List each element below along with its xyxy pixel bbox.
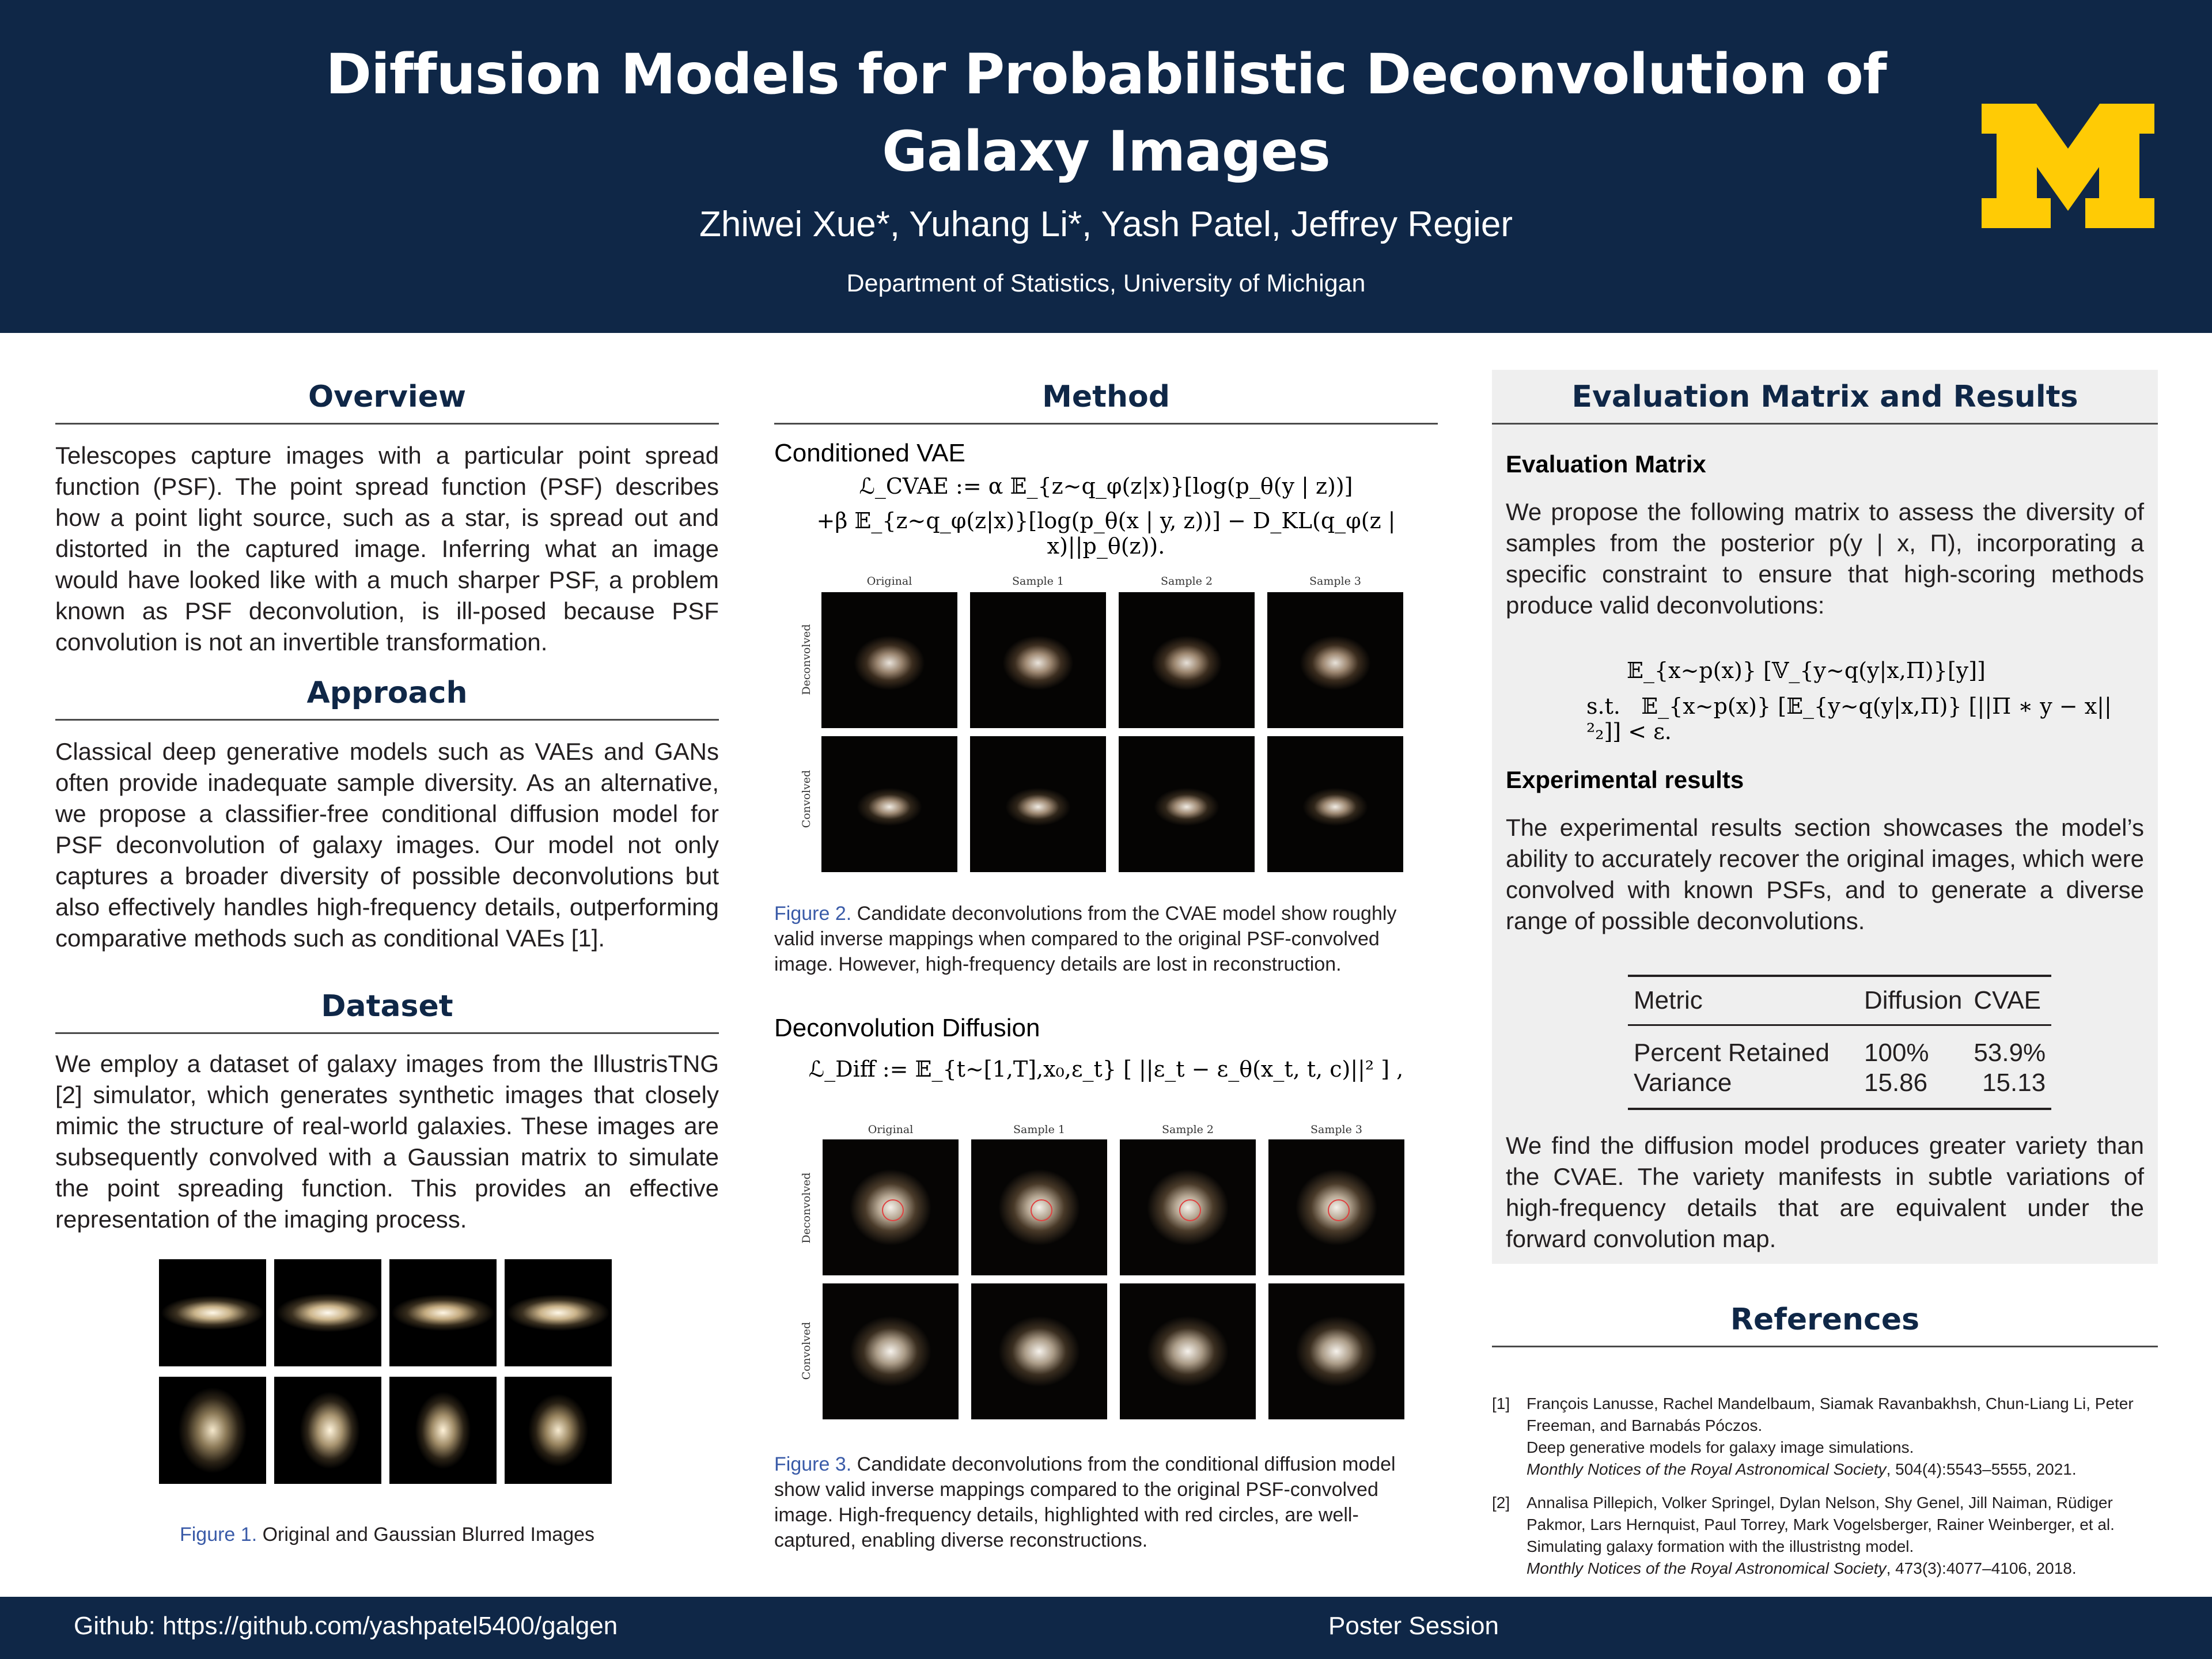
galaxy-image (389, 1259, 497, 1366)
cvae-equation-line-2: +β 𝔼_{z∼q_φ(z|x)}[log(p_θ(x | y, z))] − D_KL(q_φ(z | x)||p_θ(z)). (816, 508, 1396, 559)
table-row (1628, 1025, 2051, 1068)
galaxy-image (159, 1377, 266, 1484)
figure-3-caption (774, 1452, 1438, 1553)
galaxy-image (505, 1259, 612, 1366)
overview-text: Telescopes capture images with a particular point spread function (PSF). The point spread function (PSF) describes how a point light source, such as a star, is spread out and distorted in the captured image. Inferring what an image would have looked like with a much sharper PSF, a problem known as PSF deconvolution, is ill-posed because PSF convolution is not an invertible transformation. (55, 442, 719, 656)
column-header: Sample 2 (1161, 575, 1213, 588)
galaxy-image (274, 1377, 381, 1484)
galaxy-image (1119, 736, 1255, 872)
title-line-1: Diffusion Models for Probabilistic Deconvolution of (325, 42, 1887, 107)
figure-1-caption (55, 1522, 719, 1547)
galaxy-image (971, 1283, 1107, 1419)
authors: Zhiwei Xue*, Yuhang Li*, Yash Patel, Jeffrey Regier (699, 204, 1513, 244)
conclusion-text: We find the diffusion model produces greater variety than the CVAE. The variety manifests in subtle variations of high-frequency details that are equivalent under the forward convolution map. (1506, 1132, 2144, 1252)
row-label: Convolved (800, 1321, 813, 1380)
figure-1-caption-text: Original and Gaussian Blurred Images (262, 1524, 595, 1546)
galaxy-image (505, 1377, 612, 1484)
highlight-circle-icon (1031, 1199, 1052, 1221)
results-table (1628, 975, 2051, 1110)
column-header: Sample 1 (1012, 575, 1064, 588)
galaxy-image (1267, 592, 1403, 728)
table-cell: 15.13 (1982, 1069, 2046, 1097)
poster-session-label: Poster Session (1328, 1612, 1499, 1640)
table-row (1628, 1067, 2051, 1109)
title-line-2: Galaxy Images (882, 119, 1330, 184)
galaxy-image (159, 1259, 266, 1366)
references-rule (1492, 1346, 2158, 1347)
evaluation-equation-line-2 (1506, 694, 2144, 744)
poster-title (173, 36, 2039, 190)
row-label: Deconvolved (800, 624, 813, 695)
table-header-cell: Diffusion (1864, 986, 1963, 1014)
row-label: Convolved (800, 770, 813, 828)
galaxy-image (970, 592, 1106, 728)
table-cell: Variance (1634, 1069, 1732, 1097)
experimental-results-text: The experimental results section showcases the model’s ability to accurately recover the original images, which were convolved with known PSFs, and to generate a diverse range of possible deconvolutions. (1506, 814, 2144, 934)
galaxy-image (821, 736, 957, 872)
figure-2-caption-text: Candidate deconvolutions from the CVAE model show roughly valid inverse mappings when compared to the original PSF-convolved image. However, high-frequency details are lost in reconstruction. (774, 903, 1397, 975)
github-link[interactable]: Github: https://github.com/yashpatel5400/galgen (74, 1612, 618, 1640)
table-header-row (1628, 976, 2051, 1025)
reference-number: [2] (1492, 1494, 1510, 1512)
figure-3-label: Figure 3. (774, 1453, 852, 1475)
evaluation-matrix-text: We propose the following matrix to assess the diversity of samples from the posterior p(y | x, Π), incorporating a specific constraint to ensure that high-scoring methods produce valid deconvolutions: (1506, 498, 2144, 619)
approach-rule (55, 719, 719, 721)
column-header: Sample 2 (1162, 1123, 1214, 1136)
dataset-rule (55, 1032, 719, 1034)
table-cell: 100% (1864, 1039, 1929, 1067)
galaxy-image (821, 592, 957, 728)
table-header-cell: Metric (1634, 986, 1703, 1014)
galaxy-image (971, 1139, 1107, 1275)
galaxy-image (823, 1283, 959, 1419)
reference-details: , 473(3):4077–4106, 2018. (1886, 1559, 2077, 1577)
references-title: References (1730, 1302, 1920, 1337)
overview-rule (55, 423, 719, 425)
galaxy-image (823, 1139, 959, 1275)
row-label: Deconvolved (800, 1172, 813, 1244)
diffusion-equation: ℒ_Diff := 𝔼_{t∼[1,T],x₀,ε_t} [ ||ε_t − ε_θ(x_t, t, c)||² ] , (808, 1056, 1404, 1082)
reference-source (1527, 1459, 2149, 1480)
column-header: Sample 3 (1310, 1123, 1362, 1136)
table-cell: 53.9% (1974, 1039, 2046, 1067)
experimental-results-subtitle: Experimental results (1506, 766, 1744, 793)
galaxy-image (1267, 736, 1403, 872)
reference-entry (1527, 1393, 2149, 1480)
overview-title: Overview (308, 380, 467, 414)
table-cell: 15.86 (1864, 1069, 1928, 1097)
figure-3-caption-text: Candidate deconvolutions from the conditional diffusion model show valid inverse mappings compared to the original PSF-convolved image. High-frequency details, highlighted with red circles, are well-captured, enabling diverse reconstructions. (774, 1453, 1396, 1551)
approach-text: Classical deep generative models such as VAEs and GANs often provide inadequate sample diversity. As an alternative, we propose a classifier-free conditional diffusion model for PSF deconvolution of galaxy images. Our model not only captures a broader diversity of possible deconvolutions but also effectively handles high-frequency details, outperforming comparative methods such as conditional VAEs [1]. (55, 738, 719, 952)
method-rule (774, 423, 1438, 425)
affiliation: Department of Statistics, University of Michigan (846, 270, 1366, 297)
column-header: Original (866, 575, 912, 588)
constraint-prefix: s.t. (1586, 694, 1620, 719)
diffusion-subtitle: Deconvolution Diffusion (774, 1014, 1040, 1042)
reference-journal: Monthly Notices of the Royal Astronomical Society (1527, 1460, 1887, 1478)
evaluation-matrix-subtitle: Evaluation Matrix (1506, 450, 1706, 478)
galaxy-image (1120, 1283, 1256, 1419)
evaluation-title: Evaluation Matrix and Results (1571, 380, 2078, 414)
reference-details: , 504(4):5543–5555, 2021. (1886, 1460, 2077, 1478)
column-header: Original (868, 1123, 914, 1136)
constraint-expression: 𝔼_{x∼p(x)} [𝔼_{y∼q(y|x,Π)} [||Π ∗ y − x||²₂]] < ε. (1586, 694, 2112, 744)
highlight-circle-icon (1328, 1199, 1350, 1221)
column-header: Sample 3 (1309, 575, 1361, 588)
figure-2-caption (774, 901, 1438, 977)
approach-title: Approach (306, 676, 468, 710)
dataset-text: We employ a dataset of galaxy images from the IllustrisTNG [2] simulator, which generates synthetic images that closely mimic the structure of real-world galaxies. These images are subsequently convolved with a Gaussian matrix to simulate the point spreading function. This provides an effective representation of the imaging process. (55, 1050, 719, 1233)
reference-source (1527, 1558, 2149, 1580)
reference-entry (1527, 1492, 2149, 1580)
cvae-equation-line-1: ℒ_CVAE := α 𝔼_{z∼q_φ(z|x)}[log(p_θ(y | z))] (859, 474, 1353, 499)
reference-title: Deep generative models for galaxy image simulations. (1527, 1438, 1914, 1456)
galaxy-image (1268, 1139, 1404, 1275)
reference-title: Simulating galaxy formation with the illustristng model. (1527, 1537, 1914, 1555)
reference-authors: Annalisa Pillepich, Volker Springel, Dylan Nelson, Shy Genel, Jill Naiman, Rüdiger Pakmor, Lars Hernquist, Paul Torrey, Mark Vogelsberger, Rainer Weinberger, et al. (1527, 1494, 2115, 1533)
galaxy-image (970, 736, 1106, 872)
reference-number: [1] (1492, 1395, 1510, 1412)
reference-journal: Monthly Notices of the Royal Astronomical Society (1527, 1559, 1887, 1577)
highlight-circle-icon (882, 1199, 904, 1221)
galaxy-image (274, 1259, 381, 1366)
highlight-circle-icon (1179, 1199, 1201, 1221)
dataset-title: Dataset (321, 989, 453, 1024)
figure-2-label: Figure 2. (774, 903, 852, 925)
method-title: Method (1042, 380, 1170, 414)
evaluation-equation-line-1: 𝔼_{x∼p(x)} [𝕍_{y∼q(y|x,Π)}[y]] (1627, 658, 1986, 683)
column-header: Sample 1 (1013, 1123, 1065, 1136)
university-logo-icon (1982, 104, 2154, 228)
galaxy-image (1268, 1283, 1404, 1419)
galaxy-image (1120, 1139, 1256, 1275)
figure-1-label: Figure 1. (179, 1524, 257, 1546)
cvae-subtitle: Conditioned VAE (774, 439, 965, 467)
reference-authors: François Lanusse, Rachel Mandelbaum, Siamak Ravanbakhsh, Chun-Liang Li, Peter Freeman, and Barnabás Póczos. (1527, 1395, 2134, 1434)
galaxy-image (1119, 592, 1255, 728)
table-header-cell: CVAE (1974, 986, 2041, 1014)
evaluation-rule (1492, 423, 2158, 425)
table-cell: Percent Retained (1634, 1039, 1830, 1067)
galaxy-image (389, 1377, 497, 1484)
